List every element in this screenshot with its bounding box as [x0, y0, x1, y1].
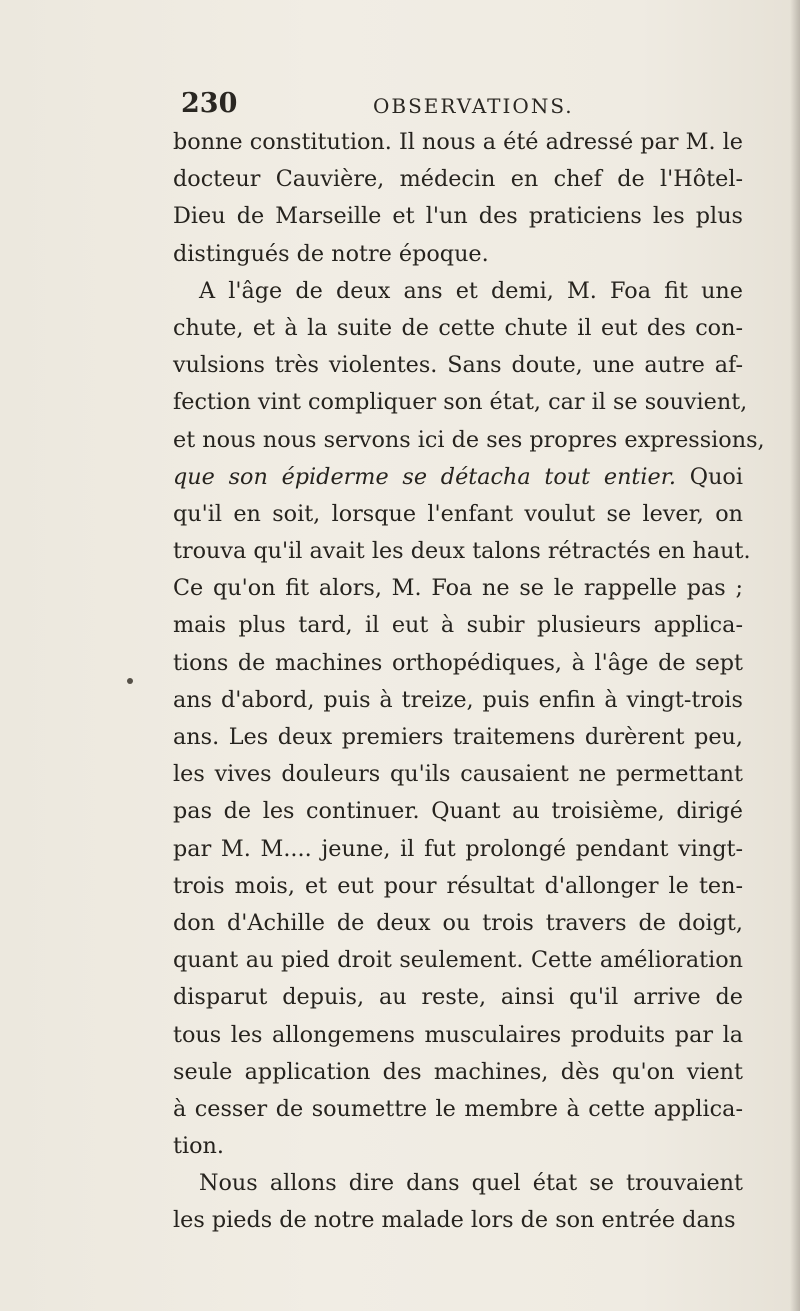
text-line-mixed: [173, 459, 743, 496]
running-head: [181, 88, 741, 122]
text-line: distingués de notre époque.: [173, 240, 489, 267]
text-line: ans. Les deux premiers traitemens durèrent peu,: [173, 724, 743, 750]
text-line: chute, et à la suite de cette chute il eut des con-: [173, 314, 743, 341]
text-line: Dieu de Marseille et l'un des praticiens les plus: [173, 203, 743, 230]
text-line: les vives douleurs qu'ils causaient ne permettant: [173, 761, 743, 788]
text-line: A l'âge de deux ans et demi, M. Foa fit une: [199, 277, 743, 304]
text-line: qu'il en soit, lorsque l'enfant voulut se lever, on: [173, 500, 743, 527]
text-line: ans d'abord, puis à treize, puis enfin à vingt-trois: [173, 686, 743, 713]
page-number: 230: [181, 88, 238, 119]
text-line: tions de machines orthopédiques, à l'âge de sept: [173, 649, 743, 676]
body-text: [173, 124, 765, 1240]
text-line: disparut depuis, au reste, ainsi qu'il arrive de: [173, 984, 743, 1011]
page-edge-shadow: [790, 0, 800, 1311]
text-line: à cesser de soumettre le membre à cette applica-: [173, 1095, 743, 1122]
text-line: don d'Achille de deux ou trois travers de doigt,: [173, 909, 743, 936]
text-line: docteur Cauvière, médecin en chef de l'Hôtel-: [173, 166, 743, 193]
text-line: par M. M.... jeune, il fut prolongé pendant vingt-: [173, 835, 743, 862]
text-line: mais plus tard, il eut à subir plusieurs applica-: [173, 612, 743, 639]
text-line: et nous nous servons ici de ses propres expressions,: [173, 426, 765, 453]
text-line: les pieds de notre malade lors de son entrée dans: [173, 1207, 736, 1234]
text-line: pas de les continuer. Quant au troisième, dirigé: [173, 798, 743, 825]
text-line: vulsions très violentes. Sans doute, une autre af-: [173, 352, 743, 379]
margin-dot-mark: [127, 678, 133, 684]
italic-quote: que son épiderme se détacha tout entier.: [173, 463, 677, 490]
text-line: quant au pied droit seulement. Cette amélioration: [173, 947, 743, 974]
text-line: fection vint compliquer son état, car il se souvient,: [173, 389, 748, 416]
text-line: trouva qu'il avait les deux talons rétractés en haut.: [173, 538, 751, 565]
running-title: OBSERVATIONS.: [373, 94, 574, 118]
line-trailing-word: Quoi: [689, 463, 743, 490]
text-line: Nous allons dire dans quel état se trouvaient: [199, 1170, 743, 1197]
text-line: bonne constitution. Il nous a été adressé par M. le: [173, 129, 743, 155]
text-line: tion.: [173, 1133, 224, 1160]
text-line: Ce qu'on fit alors, M. Foa ne se le rappelle pas ;: [173, 575, 743, 602]
text-line: seule application des machines, dès qu'on vient: [173, 1058, 743, 1085]
text-line: trois mois, et eut pour résultat d'allonger le ten-: [173, 872, 743, 899]
text-line: tous les allongemens musculaires produits par la: [173, 1021, 743, 1048]
